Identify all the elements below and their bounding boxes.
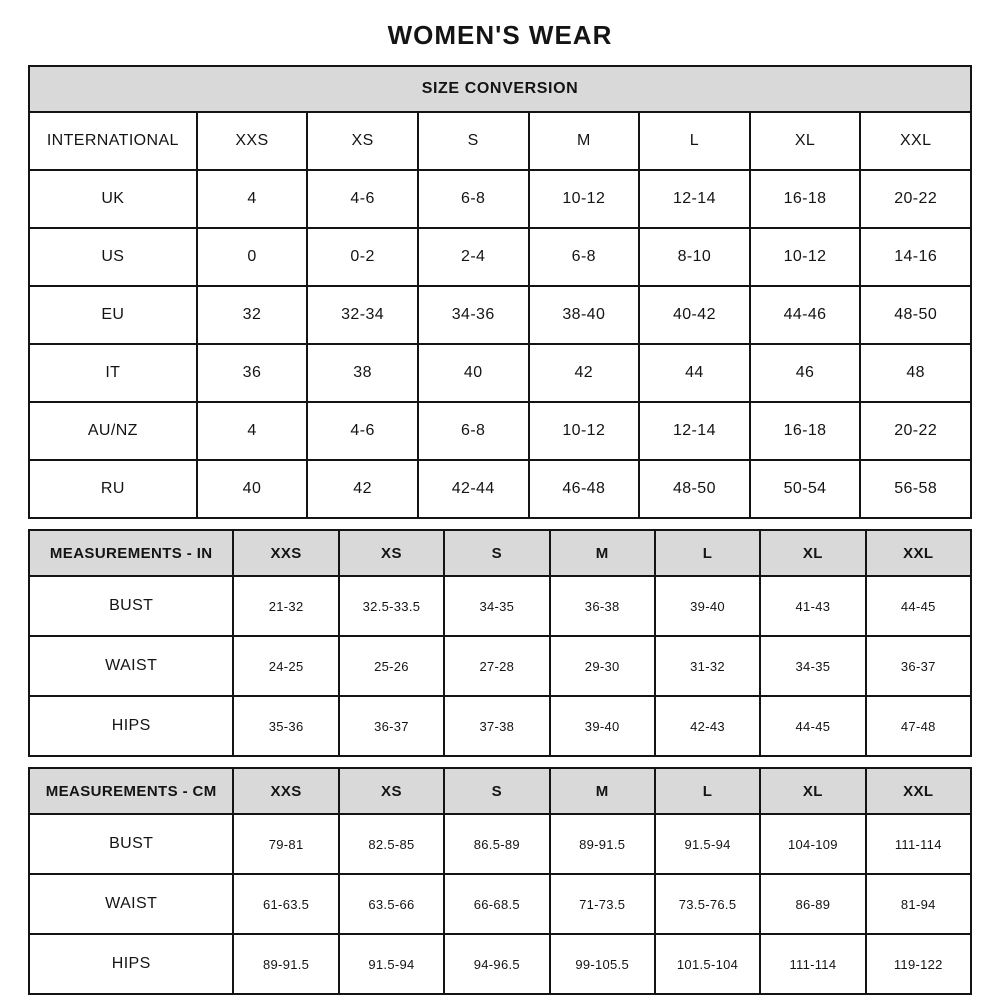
table-row (29, 112, 971, 170)
measurement-value-cell: 31-32 (655, 636, 760, 696)
measurement-value-cell: 27-28 (444, 636, 549, 696)
size-column-header: M (550, 768, 655, 814)
size-conversion-title: SIZE CONVERSION (29, 66, 971, 112)
size-value-cell: M (529, 112, 640, 170)
row-label: AU/NZ (29, 402, 197, 460)
table-row (29, 934, 971, 994)
size-value-cell: 20-22 (860, 170, 971, 228)
size-value-cell: XS (307, 112, 418, 170)
size-value-cell: 42 (529, 344, 640, 402)
size-column-header: XL (760, 530, 865, 576)
size-column-header: XS (339, 530, 444, 576)
size-value-cell: 20-22 (860, 402, 971, 460)
size-value-cell: 38-40 (529, 286, 640, 344)
size-value-cell: L (639, 112, 750, 170)
size-column-header: S (444, 768, 549, 814)
size-value-cell: 8-10 (639, 228, 750, 286)
size-value-cell: 40-42 (639, 286, 750, 344)
size-value-cell: 16-18 (750, 402, 861, 460)
table-row (29, 576, 971, 636)
size-value-cell: 48 (860, 344, 971, 402)
measurement-value-cell: 36-38 (550, 576, 655, 636)
table-row (29, 814, 971, 874)
row-label: HIPS (29, 934, 233, 994)
size-column-header: L (655, 768, 760, 814)
size-value-cell: 2-4 (418, 228, 529, 286)
row-label: WAIST (29, 636, 233, 696)
table-row (29, 170, 971, 228)
table-row (29, 344, 971, 402)
size-value-cell: 42-44 (418, 460, 529, 518)
size-column-header: XS (339, 768, 444, 814)
size-value-cell: 10-12 (750, 228, 861, 286)
measurement-value-cell: 91.5-94 (655, 814, 760, 874)
size-column-header: XL (760, 768, 865, 814)
table-caption-row (29, 66, 971, 112)
size-value-cell: 6-8 (418, 402, 529, 460)
size-column-header: XXS (233, 530, 338, 576)
measurement-value-cell: 82.5-85 (339, 814, 444, 874)
measurement-value-cell: 42-43 (655, 696, 760, 756)
measurement-value-cell: 29-30 (550, 636, 655, 696)
measurement-value-cell: 39-40 (655, 576, 760, 636)
size-value-cell: 42 (307, 460, 418, 518)
measurement-value-cell: 61-63.5 (233, 874, 338, 934)
table-row (29, 636, 971, 696)
measurement-value-cell: 86-89 (760, 874, 865, 934)
measurement-value-cell: 37-38 (444, 696, 549, 756)
measurement-value-cell: 89-91.5 (550, 814, 655, 874)
measurement-value-cell: 44-45 (760, 696, 865, 756)
table-title: MEASUREMENTS - CM (29, 768, 233, 814)
size-value-cell: 48-50 (639, 460, 750, 518)
size-value-cell: 32 (197, 286, 308, 344)
row-label: BUST (29, 814, 233, 874)
measurement-value-cell: 66-68.5 (444, 874, 549, 934)
size-value-cell: 10-12 (529, 170, 640, 228)
row-label: EU (29, 286, 197, 344)
size-value-cell: 40 (197, 460, 308, 518)
size-value-cell: XXL (860, 112, 971, 170)
size-value-cell: 12-14 (639, 170, 750, 228)
measurement-value-cell: 63.5-66 (339, 874, 444, 934)
measurement-value-cell: 86.5-89 (444, 814, 549, 874)
measurement-value-cell: 25-26 (339, 636, 444, 696)
table-row (29, 402, 971, 460)
size-value-cell: 14-16 (860, 228, 971, 286)
size-value-cell: 46-48 (529, 460, 640, 518)
size-column-header: M (550, 530, 655, 576)
measurement-value-cell: 36-37 (866, 636, 971, 696)
size-value-cell: 4 (197, 170, 308, 228)
measurement-value-cell: 119-122 (866, 934, 971, 994)
measurement-value-cell: 111-114 (866, 814, 971, 874)
measurement-value-cell: 79-81 (233, 814, 338, 874)
measurement-value-cell: 111-114 (760, 934, 865, 994)
size-value-cell: 4-6 (307, 170, 418, 228)
size-value-cell: XXS (197, 112, 308, 170)
table-header-row (29, 530, 971, 576)
size-value-cell: 4 (197, 402, 308, 460)
size-column-header: XXS (233, 768, 338, 814)
size-column-header: S (444, 530, 549, 576)
row-label: UK (29, 170, 197, 228)
measurement-value-cell: 32.5-33.5 (339, 576, 444, 636)
size-value-cell: 34-36 (418, 286, 529, 344)
size-value-cell: 10-12 (529, 402, 640, 460)
size-value-cell: 44-46 (750, 286, 861, 344)
size-value-cell: 40 (418, 344, 529, 402)
measurement-value-cell: 104-109 (760, 814, 865, 874)
table-row (29, 696, 971, 756)
size-value-cell: 32-34 (307, 286, 418, 344)
page-title: WOMEN'S WEAR (387, 20, 613, 50)
table-header-row (29, 768, 971, 814)
measurement-value-cell: 47-48 (866, 696, 971, 756)
size-value-cell: XL (750, 112, 861, 170)
size-value-cell: 0 (197, 228, 308, 286)
measurement-value-cell: 21-32 (233, 576, 338, 636)
row-label: INTERNATIONAL (29, 112, 197, 170)
measurement-value-cell: 44-45 (866, 576, 971, 636)
measurement-value-cell: 99-105.5 (550, 934, 655, 994)
size-value-cell: 6-8 (418, 170, 529, 228)
size-value-cell: 12-14 (639, 402, 750, 460)
row-label: HIPS (29, 696, 233, 756)
table-row (29, 228, 971, 286)
size-value-cell: 4-6 (307, 402, 418, 460)
size-value-cell: 6-8 (529, 228, 640, 286)
table-row (29, 286, 971, 344)
measurement-value-cell: 39-40 (550, 696, 655, 756)
measurement-value-cell: 41-43 (760, 576, 865, 636)
row-label: BUST (29, 576, 233, 636)
table-row (29, 460, 971, 518)
size-column-header: XXL (866, 530, 971, 576)
row-label: RU (29, 460, 197, 518)
measurement-value-cell: 73.5-76.5 (655, 874, 760, 934)
measurement-value-cell: 81-94 (866, 874, 971, 934)
size-value-cell: S (418, 112, 529, 170)
table-title: MEASUREMENTS - IN (29, 530, 233, 576)
size-value-cell: 50-54 (750, 460, 861, 518)
measurement-value-cell: 71-73.5 (550, 874, 655, 934)
measurement-value-cell: 94-96.5 (444, 934, 549, 994)
size-value-cell: 56-58 (860, 460, 971, 518)
measurement-value-cell: 24-25 (233, 636, 338, 696)
size-value-cell: 16-18 (750, 170, 861, 228)
measurement-value-cell: 89-91.5 (233, 934, 338, 994)
size-column-header: XXL (866, 768, 971, 814)
size-value-cell: 44 (639, 344, 750, 402)
row-label: WAIST (29, 874, 233, 934)
measurements-cm-table (28, 767, 972, 995)
measurement-value-cell: 34-35 (760, 636, 865, 696)
measurement-value-cell: 91.5-94 (339, 934, 444, 994)
size-column-header: L (655, 530, 760, 576)
row-label: IT (29, 344, 197, 402)
measurement-value-cell: 101.5-104 (655, 934, 760, 994)
measurement-value-cell: 34-35 (444, 576, 549, 636)
measurement-value-cell: 36-37 (339, 696, 444, 756)
measurement-value-cell: 35-36 (233, 696, 338, 756)
size-value-cell: 46 (750, 344, 861, 402)
row-label: US (29, 228, 197, 286)
size-conversion-table (28, 65, 972, 519)
table-row (29, 874, 971, 934)
size-value-cell: 36 (197, 344, 308, 402)
size-value-cell: 48-50 (860, 286, 971, 344)
size-value-cell: 0-2 (307, 228, 418, 286)
size-value-cell: 38 (307, 344, 418, 402)
measurements-in-table (28, 529, 972, 757)
